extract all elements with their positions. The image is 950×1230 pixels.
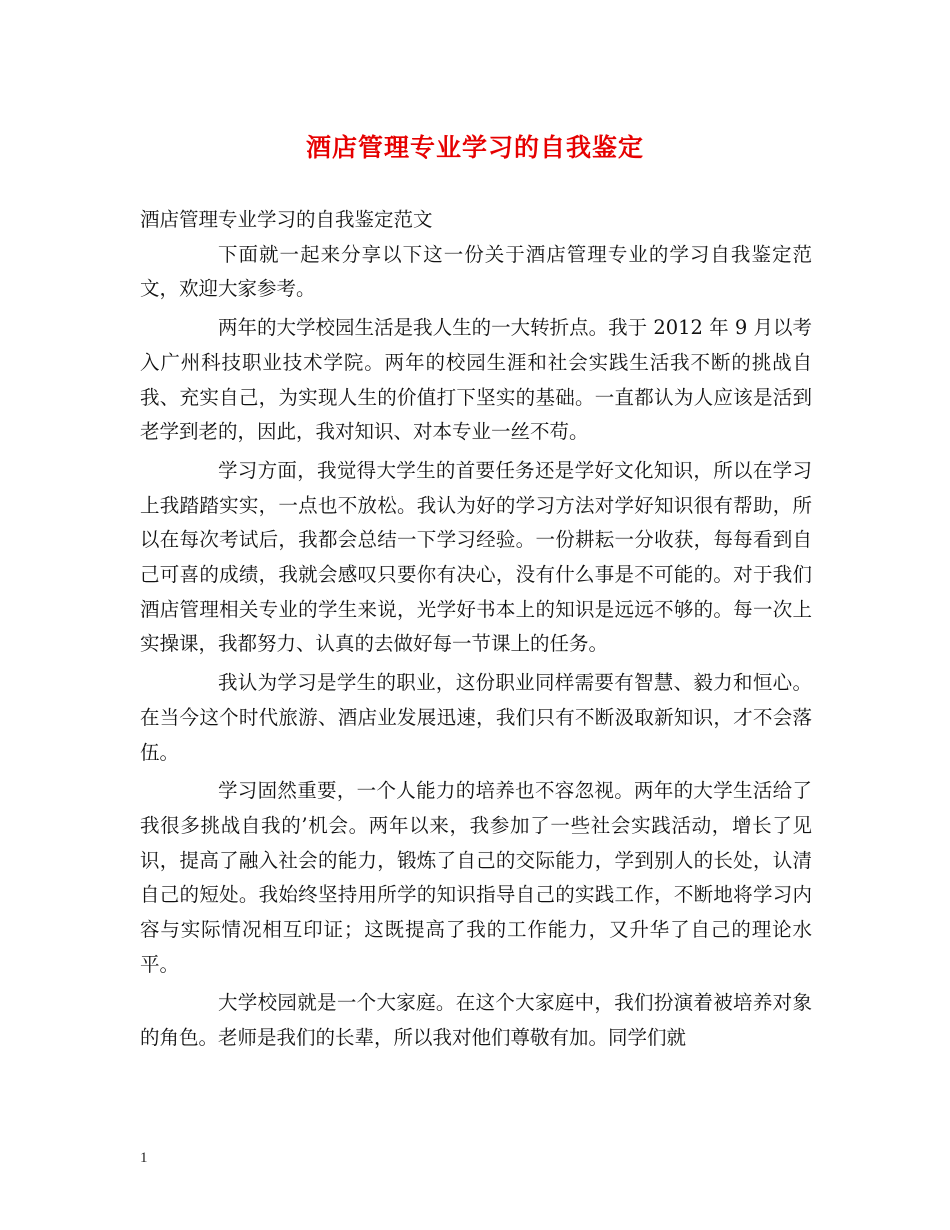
document-body [140, 203, 812, 1060]
paragraph-family: 大学校园就是一个大家庭。在这个大家庭中，我们扮演着被培养对象的角色。老师是我们的长辈，所以我对他们尊敬有加。同学们就 [140, 991, 812, 1050]
document-subtitle: 酒店管理专业学习的自我鉴定范文 [140, 208, 433, 231]
paragraph-campus-life: 两年的大学校园生活是我人生的一大转折点。我于 2012 年 9 月以考入广州科技职业技术学院。两年的校园生涯和社会实践生活我不断的挑战自我、充实自己，为实现人生的价值打下坚实的基础。一直都认为人应该是活到老学到老的，因此，我对知识、对本专业一丝不苟。 [140, 316, 812, 444]
paragraph-ability: 学习固然重要，一个人能力的培养也不容忽视。两年的大学生活给了我很多挑战自我的’机会。两年以来，我参加了一些社会实践活动，增长了见识，提高了融入社会的能力，锻炼了自己的交际能力，学到别人的长处，认清自己的短处。我始终坚持用所学的知识指导自己的实践工作，不断地将学习内容与实际情况相互印证；这既提高了我的工作能力，又升华了自己的理论水平。 [140, 779, 812, 976]
page-number: 1 [140, 1150, 148, 1166]
paragraph-career: 我认为学习是学生的职业，这份职业同样需要有智慧、毅力和恒心。在当今这个时代旅游、酒店业发展迅速，我们只有不断汲取新知识，才不会落伍。 [140, 671, 812, 764]
paragraph-study: 学习方面，我觉得大学生的首要任务还是学好文化知识，所以在学习上我踏踏实实，一点也不放松。我认为好的学习方法对学好知识很有帮助，所以在每次考试后，我都会总结一下学习经验。一份耕耘一分收获，每每看到自己可喜的成绩，我就会感叹只要你有决心，没有什么事是不可能的。对于我们酒店管理相关专业的学生来说，光学好书本上的知识是远远不够的。每一次上实操课，我都努力、认真的去做好每一节课上的任务。 [140, 458, 812, 656]
document-title: 酒店管理专业学习的自我鉴定 [305, 133, 644, 162]
paragraph-intro: 下面就一起来分享以下这一份关于酒店管理专业的学习自我鉴定范文，欢迎大家参考。 [140, 242, 812, 301]
